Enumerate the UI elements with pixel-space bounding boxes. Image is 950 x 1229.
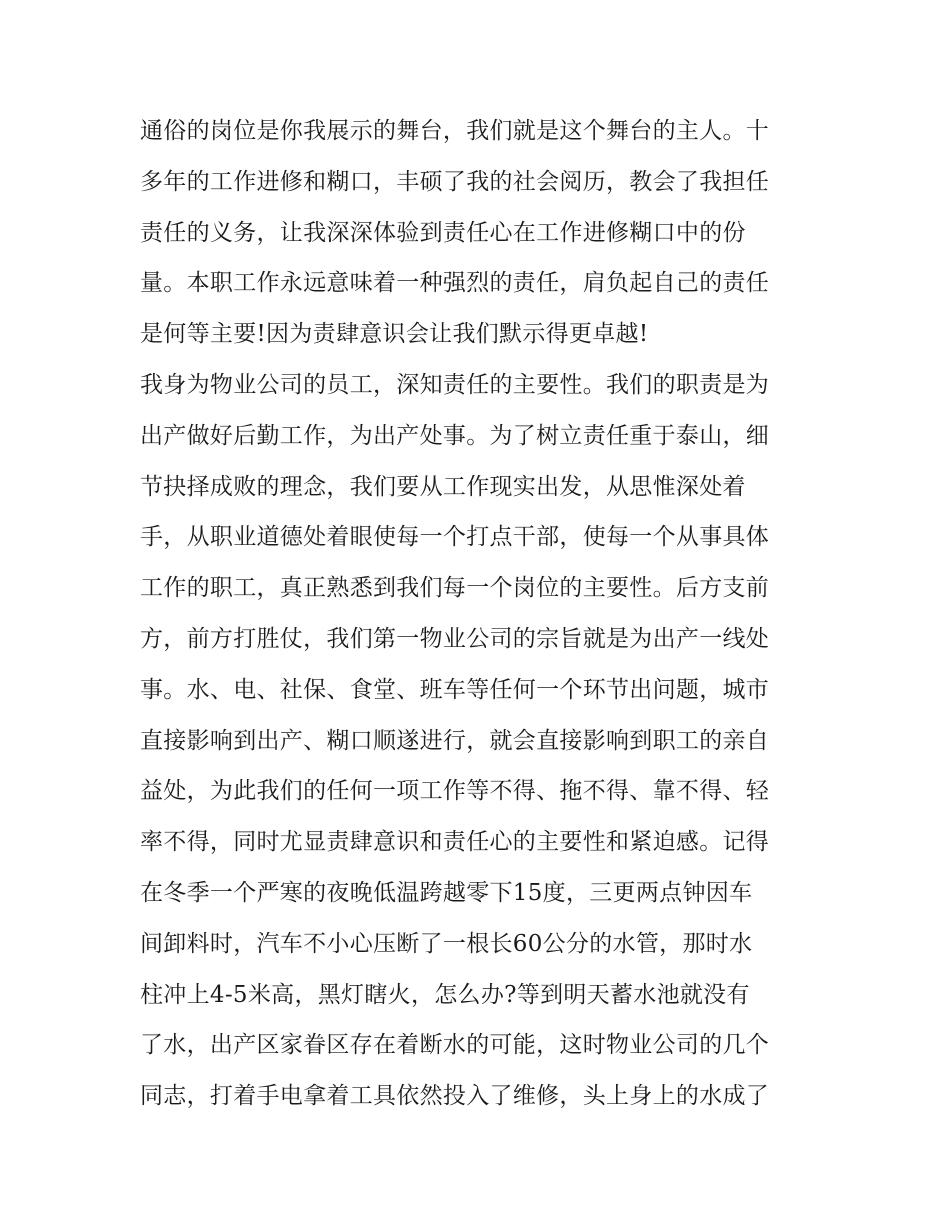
text-line: 事。水、电、社保、食堂、班车等任何一个环节出问题，城市 — [140, 676, 770, 703]
text-line: 方，前方打胜仗，我们第一物业公司的宗旨就是为出产一线处 — [140, 625, 770, 652]
text-line: 我身为物业公司的员工，深知责任的主要性。我们的职责是为 — [140, 371, 770, 398]
text-line: 直接影响到出产、糊口顺遂进行，就会直接影响到职工的亲自 — [140, 727, 770, 754]
text-line: 柱冲上4-5米高，黑灯瞎火，怎么办?等到明天蓄水池就没有 — [140, 981, 750, 1008]
body-text — [140, 106, 820, 1122]
text-line: 手，从职业道德处着眼使每一个打点干部，使每一个从事具体 — [140, 524, 770, 551]
text-line: 节抉择成败的理念，我们要从工作现实出发，从思惟深处着 — [140, 473, 746, 500]
text-line: 益处，为此我们的任何一项工作等不得、拖不得、靠不得、轻 — [140, 778, 770, 805]
text-line: 量。本职工作永远意味着一种强烈的责任，肩负起自己的责任 — [140, 270, 770, 297]
text-line: 通俗的岗位是你我展示的舞台，我们就是这个舞台的主人。十 — [140, 118, 770, 144]
text-line: 了水，出产区家眷区存在着断水的可能，这时物业公司的几个 — [140, 1032, 770, 1059]
text-line: 工作的职工，真正熟悉到我们每一个岗位的主要性。后方支前 — [140, 575, 770, 602]
text-line: 责任的义务，让我深深体验到责任心在工作进修糊口中的份 — [140, 219, 746, 246]
text-line: 出产做好后勤工作，为出产处事。为了树立责任重于泰山，细 — [140, 422, 770, 449]
text-line: 率不得，同时尤显责肆意识和责任心的主要性和紧迫感。记得 — [140, 829, 770, 856]
text-line: 是何等主要!因为责肆意识会让我们默示得更卓越! — [140, 321, 649, 348]
text-line: 间卸料时，汽车不小心压断了一根长60公分的水管，那时水 — [140, 930, 753, 957]
text-line: 多年的工作进修和糊口，丰硕了我的社会阅历，教会了我担任 — [140, 168, 770, 195]
text-line: 同志，打着手电拿着工具依然投入了维修，头上身上的水成了 — [140, 1083, 770, 1110]
text-line: 在冬季一个严寒的夜晚低温跨越零下15度，三更两点钟因车 — [140, 879, 753, 906]
